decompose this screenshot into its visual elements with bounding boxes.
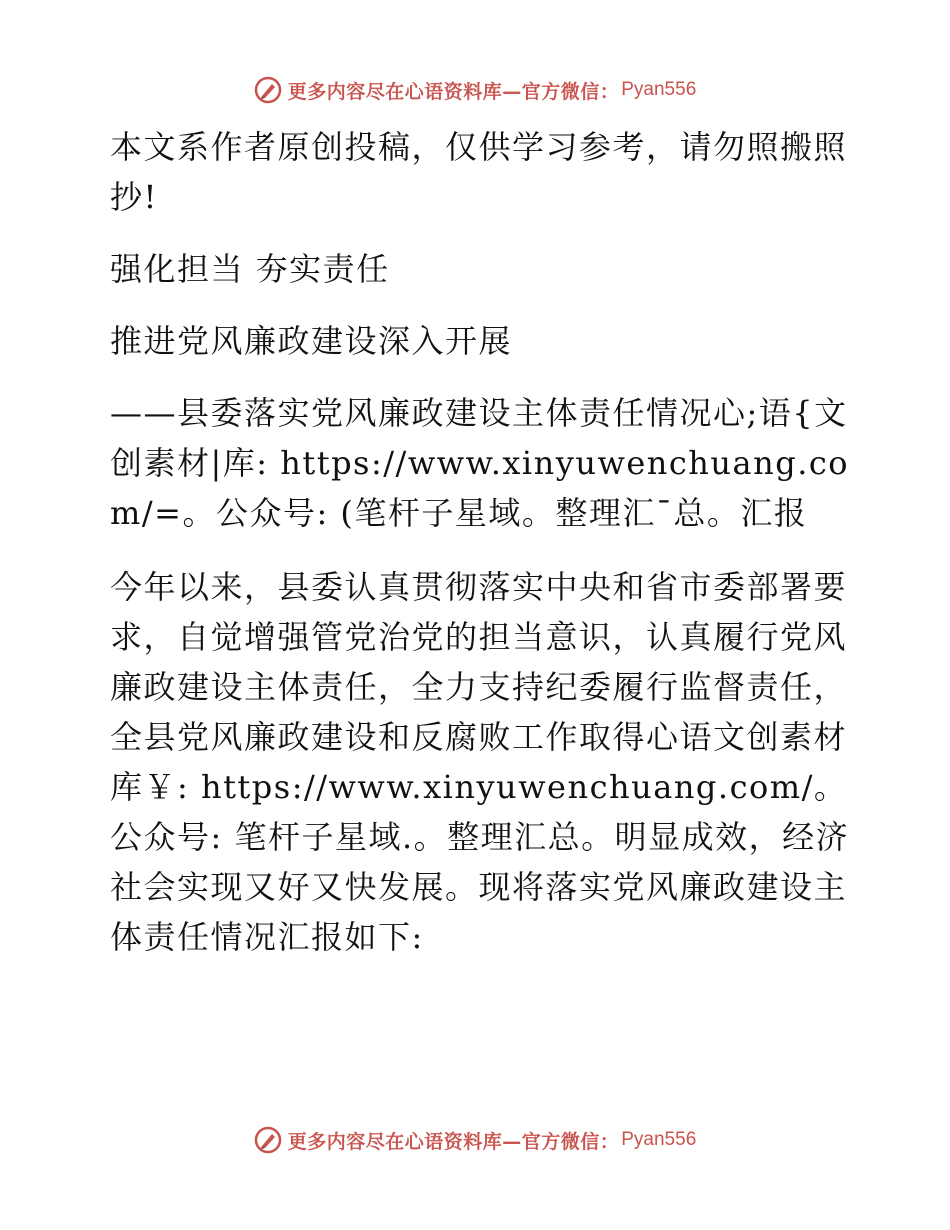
title-line-2: 推进党风廉政建设深入开展 [110,322,513,360]
title-line-1: 强化担当 夯实责任 [110,250,390,288]
footer-watermark [0,1120,950,1160]
watermark-handle: Pyan556 [621,1129,697,1150]
subtitle: ——县委落实党风廉政建设主体责任情况心;语{文创素材|库: https://www.xinyuwenchuang.com/=。公众号: (笔杆子星域。整理汇¯总。汇报 [110,394,850,532]
watermark-text: 更多内容尽在心语资料库—官方微信： [287,1130,620,1153]
pen-logo-icon [254,1126,282,1154]
pen-logo-icon [254,76,282,104]
watermark-text: 更多内容尽在心语资料库—官方微信： [287,80,620,103]
header-watermark [0,70,950,110]
watermark-handle: Pyan556 [621,79,697,100]
body-paragraph: 今年以来，县委认真贯彻落实中央和省市委部署要求，自觉增强管党治党的担当意识，认真履行党风廉政建设主体责任，全力支持纪委履行监督责任，全县党风廉政建设和反腐败工作取得心语文创素材库￥: https://www.xinyuwenchuang.com/。公众号: 笔杆子星域.。整理汇总。明显成效，经济社会实现又好又快发展。现将落实党风廉政建设主体责任情况汇报如下: [110,568,850,956]
copyright-notice: 本文系作者原创投稿，仅供学习参考，请勿照搬照抄! [110,128,848,216]
document-body [98,122,850,986]
